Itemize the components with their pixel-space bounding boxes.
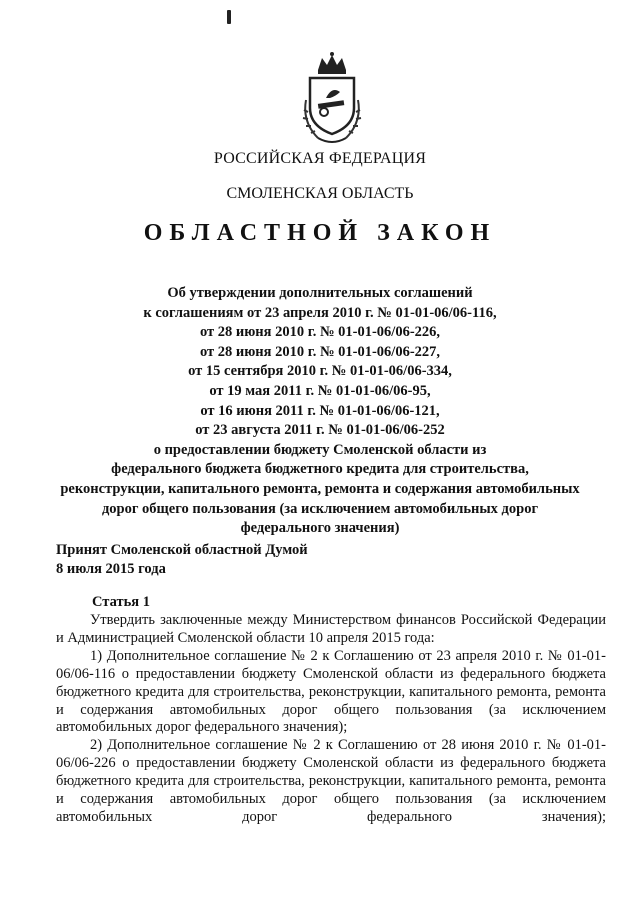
subject-line: от 15 сентября 2010 г. № 01-01-06/06-334, [188,363,452,380]
article-heading: Статья 1 [92,594,150,610]
adoption-body: Принят Смоленской областной Думой [56,542,308,558]
adoption-note [56,541,308,579]
subject-line: от 16 июня 2011 г. № 01-01-06/06-121, [200,402,440,419]
article-body [56,612,606,827]
subject-line: о предоставлении бюджету Смоленской области из [153,441,487,458]
subject-line: реконструкции, капитального ремонта, ремонта и содержания автомобильных [60,480,580,497]
subject-line: дорог общего пользования (за исключением автомобильных дорог [101,500,539,517]
law-subject [0,284,640,539]
subject-line: федерального значения) [240,520,400,537]
subject-line: от 23 августа 2011 г. № 01-01-06/06-252 [195,422,445,439]
subject-line: к соглашениям от 23 апреля 2010 г. № 01-01-06/06-116, [143,304,497,321]
article-item: 1) Дополнительное соглашение № 2 к Соглашению от 23 апреля 2010 г. № 01-01-06/06-116 о предоставлении бюджету Смоленской области из федерального бюджета бюджетного кредита для строительства, реконструкции, капитального ремонта, ремонта и содержания автомобильных дорог общего пользования (за исключением автомобильных дорог федерального значения); [56,647,606,736]
subject-line: федерального бюджета бюджетного кредита для строительства, [111,461,529,478]
adoption-date: 8 июля 2015 года [56,561,166,577]
article-intro: Утвердить заключенные между Министерством финансов Российской Федерации и Администрацией Смоленской области 10 апреля 2015 года: [56,612,606,646]
subject-line: от 28 июня 2010 г. № 01-01-06/06-226, [199,324,441,341]
coat-of-arms-icon [296,50,368,150]
article-item: 2) Дополнительное соглашение № 2 к Соглашению от 28 июня 2010 г. № 01-01-06/06-226 о предоставлении бюджету Смоленской области из федерального бюджета бюджетного кредита для строительства, реконструкции, капитального ремонта, ремонта и содержания автомобильных дорог общего пользования (за исключением автомобильных дорог федерального значения); [56,737,606,825]
subject-line: Об утверждении дополнительных соглашений [167,285,473,301]
document-type-title: ОБЛАСТНОЙ ЗАКОН [143,220,497,246]
scan-mark [227,10,231,24]
country-heading: РОССИЙСКАЯ ФЕДЕРАЦИЯ [213,150,427,167]
region-heading: СМОЛЕНСКАЯ ОБЛАСТЬ [226,185,414,202]
subject-line: от 28 июня 2010 г. № 01-01-06/06-227, [199,343,441,360]
subject-line: от 19 мая 2011 г. № 01-01-06/06-95, [209,382,431,399]
